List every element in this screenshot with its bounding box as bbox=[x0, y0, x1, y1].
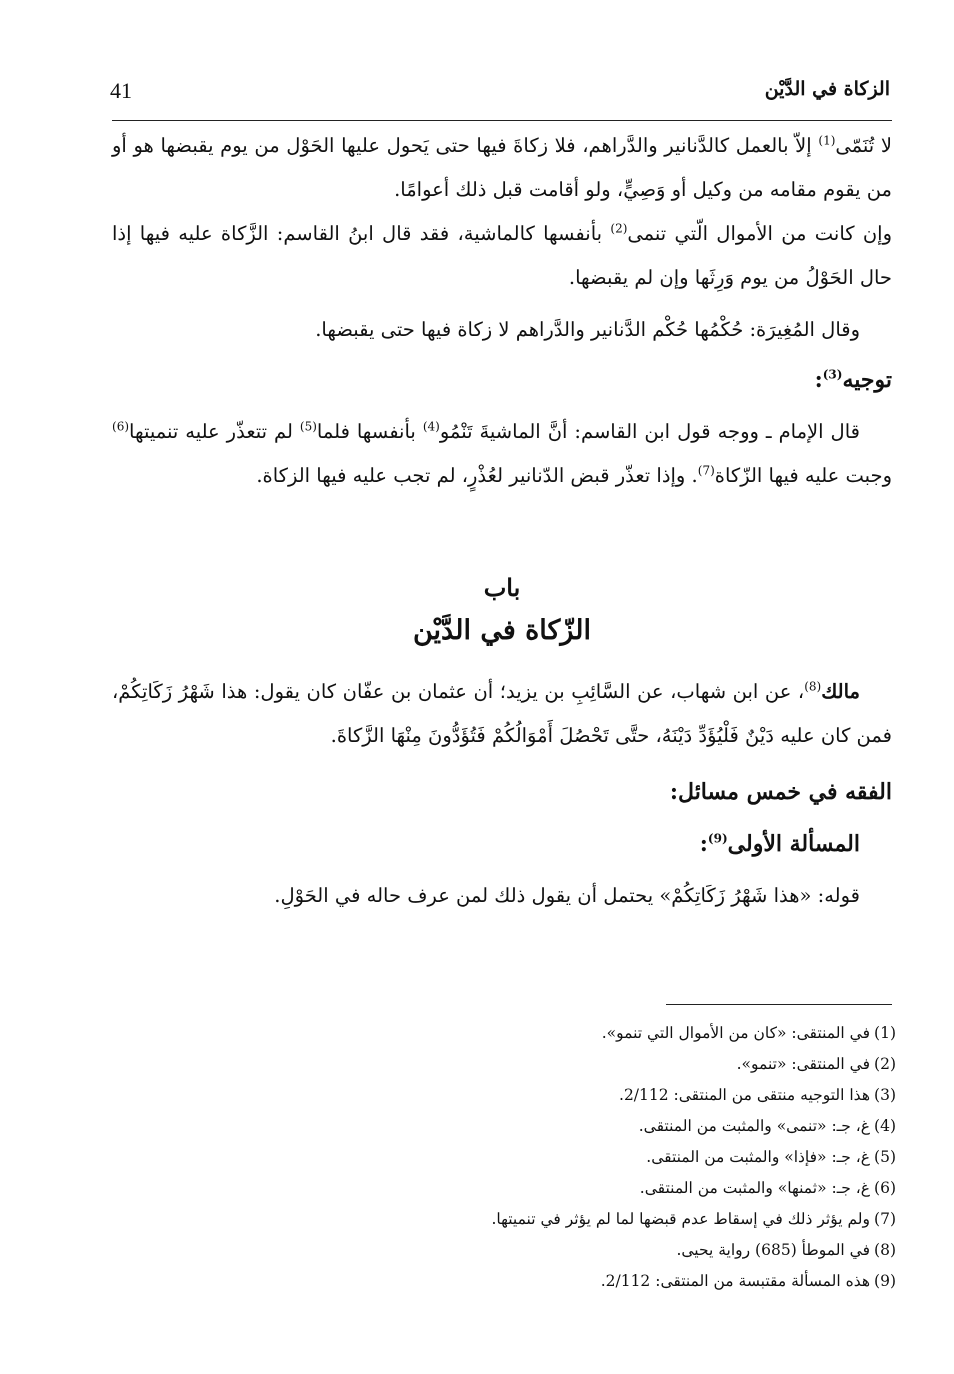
footnote-number: (1) bbox=[874, 1024, 896, 1042]
footnote-number: (4) bbox=[874, 1117, 896, 1135]
footnote-ref-5: (5) bbox=[299, 419, 317, 434]
footnote-6 bbox=[300, 1173, 896, 1204]
intro-p2-b: بأنفسها كالماشية، فقد قال ابنُ القاسم: الزَّكاة عليه فيها إذا حال الحَوْلُ من يوم وَرِثَها وإن لم يقبضها. bbox=[112, 222, 892, 289]
hadith-p-b: ، عن ابن شهاب، عن السَّائِبِ بن يزيد؛ أن عثمان بن عفّان كان يقول: هذا شَهْرُ زَكَاتِكُمْ، فمن كان عليه دَيْنٌ فَلْيُؤَدِّ دَيْنَهُ، حتَّى تَحْصُلَ أَمْوَالُكُمْ فَتُؤَدُّونَ مِنْهَا الزَّكاةَ. bbox=[112, 680, 892, 747]
tawjih-heading-colon: : bbox=[814, 367, 823, 393]
chapter-title: الزّكاة في الدَّيْن bbox=[412, 615, 592, 646]
footnote-ref-3: (3) bbox=[822, 367, 843, 382]
footnote-8 bbox=[300, 1235, 896, 1266]
footnote-ref-2: (2) bbox=[610, 221, 628, 236]
footnote-text: هذا التوجيه منتقى من المنتقى: 2/112. bbox=[619, 1086, 870, 1104]
footnote-ref-1: (1) bbox=[818, 133, 836, 148]
footnote-4 bbox=[300, 1111, 896, 1142]
footnote-1 bbox=[300, 1018, 896, 1049]
masala-heading bbox=[112, 822, 892, 866]
footnote-number: (8) bbox=[874, 1241, 896, 1259]
tawjih-p-d: وجبت عليه فيها الزّكاة bbox=[714, 464, 892, 487]
footnote-text: غ، جـ: «تنمى» والمثبت من المنتقى. bbox=[638, 1117, 870, 1135]
footnote-rule bbox=[666, 1004, 892, 1005]
masala-heading-text: المسألة الأولى bbox=[727, 831, 860, 857]
fiqh-heading: الفقه في خمس مسائل: bbox=[669, 779, 892, 805]
page-header bbox=[110, 70, 890, 110]
intro-paragraph-1 bbox=[112, 124, 892, 212]
tawjih-p-c: لم تتعذّر عليه تنميتها bbox=[129, 420, 300, 443]
tawjih-heading-text: توجيه bbox=[842, 367, 892, 393]
footnote-text: غ، جـ: «ثمنها» والمثبت من المنتقى. bbox=[639, 1179, 870, 1197]
footnote-ref-4: (4) bbox=[422, 419, 440, 434]
footnote-7 bbox=[300, 1204, 896, 1235]
footnote-number: (6) bbox=[874, 1179, 896, 1197]
main-text bbox=[112, 124, 892, 918]
intro-p2-a: وإن كانت من الأموال الّتي تنمى bbox=[627, 222, 893, 245]
footnote-9 bbox=[300, 1266, 896, 1297]
footnote-2 bbox=[300, 1049, 896, 1080]
footnote-number: (2) bbox=[874, 1055, 896, 1073]
footnote-3 bbox=[300, 1080, 896, 1111]
intro-paragraph-2 bbox=[112, 212, 892, 300]
tawjih-p-b: بأنفسها فلما bbox=[316, 420, 423, 443]
hadith-paragraph bbox=[112, 670, 892, 758]
masala-heading-colon: : bbox=[699, 831, 708, 857]
footnote-text: في المنتقى: «كان من الأموال التي تنمو». bbox=[601, 1024, 870, 1042]
footnote-number: (5) bbox=[874, 1148, 896, 1166]
footnote-number: (7) bbox=[874, 1210, 896, 1228]
footnote-ref-7: (7) bbox=[697, 463, 715, 478]
footnote-number: (3) bbox=[874, 1086, 896, 1104]
hadith-p-a: مالك bbox=[821, 680, 860, 703]
tawjih-p-a: قال الإمام ـ ووجه قول ابن القاسم: أنَّ الماشيةَ تَنْمُو bbox=[439, 420, 860, 443]
footnote-ref-6: (6) bbox=[112, 419, 130, 434]
footnote-ref-8: (8) bbox=[804, 679, 822, 694]
footnote-ref-9: (9) bbox=[707, 831, 728, 846]
intro-p1-b: إلاّ بالعمل كالدَّنانير والدَّراهم، فلا زكاةَ فيها حتى يَحول عليها الحَوْل من يوم يقبضها هو أو من يقوم مقامه من وكيل أو وَصِيٍّ، ولو أقامت قبل ذلك أعوامًا. bbox=[112, 134, 892, 201]
header-rule bbox=[112, 120, 892, 121]
footnotes bbox=[300, 1018, 896, 1297]
footnote-5 bbox=[300, 1142, 896, 1173]
tawjih-p-e: . وإذا تعذّر قبض الدّنانير لعُذْرٍ، لم تجب عليه فيها الزكاة. bbox=[256, 464, 698, 487]
footnote-text: ولم يؤثر ذلك في إسقاط عدم قبضها لما لم يؤثر في تنميتها. bbox=[491, 1210, 870, 1228]
footnote-text: في الموطأ (685) رواية يحيى. bbox=[676, 1241, 870, 1259]
tawjih-paragraph bbox=[112, 410, 892, 498]
running-title: الزكاة في الدَّيْن bbox=[764, 78, 890, 100]
chapter-label: باب bbox=[483, 573, 521, 602]
footnote-text: هذه المسألة مقتبسة من المنتقى: 2/112. bbox=[600, 1272, 870, 1290]
footnote-text: في المنتقى: «تنمو». bbox=[736, 1055, 870, 1073]
page-number: 41 bbox=[110, 78, 132, 103]
footnote-number: (9) bbox=[874, 1272, 896, 1290]
masala-paragraph: قوله: «هذا شَهْرُ زَكَاتِكُمْ» يحتمل أن يقول ذلك لمن عرف حاله في الحَوْلِ. bbox=[274, 884, 860, 907]
intro-p1-a: لا تُنَمّى bbox=[835, 134, 892, 157]
intro-paragraph-3: وقال المُغِيرَة: حُكْمُها حُكْم الدَّنانير والدَّراهم لا زكاة فيها حتى يقبضها. bbox=[315, 318, 860, 341]
tawjih-heading bbox=[112, 358, 892, 402]
footnote-text: غ، جـ: «فإذا» والمثبت من المنتقى. bbox=[646, 1148, 870, 1166]
